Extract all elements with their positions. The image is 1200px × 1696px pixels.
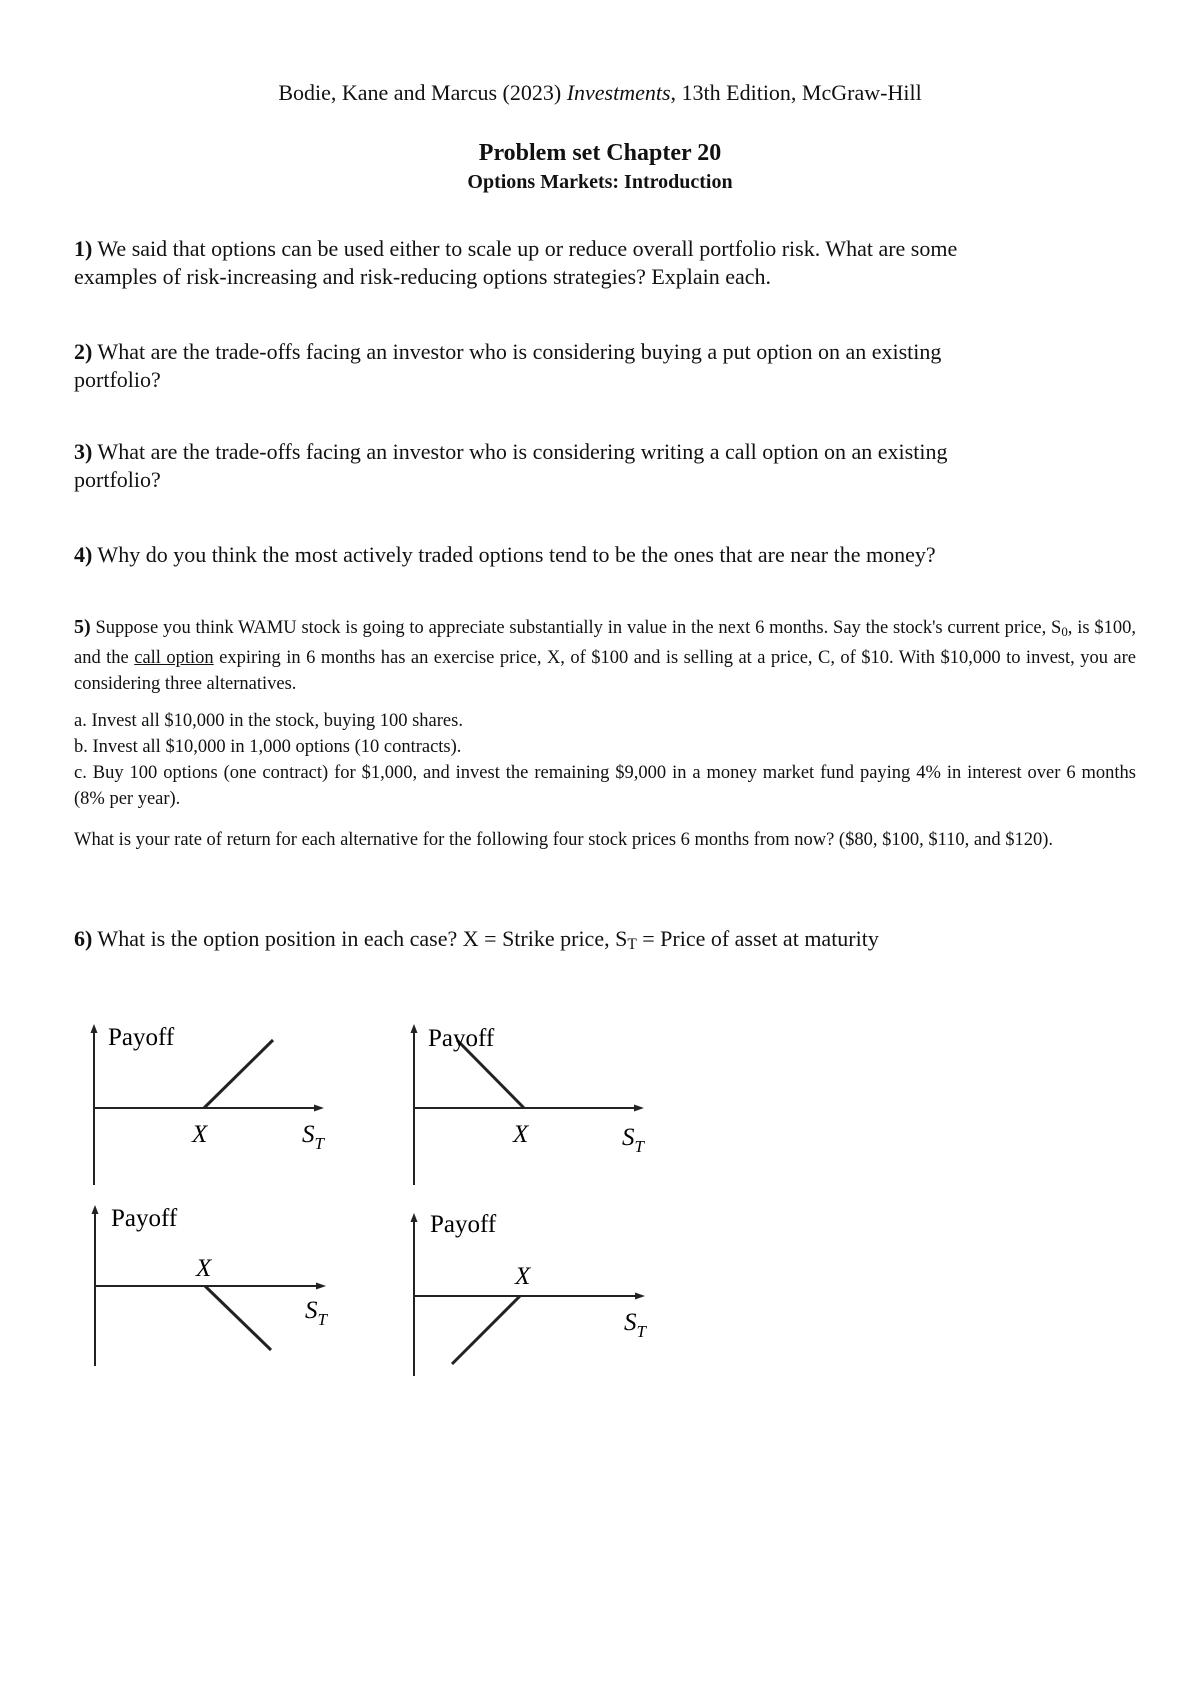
alternative-c: c. Buy 100 options (one contract) for $1,000, and invest the remaining $9,000 in a money market fund paying 4% in interest over 6 months (8% per year). [74, 763, 1136, 809]
x-axis-arrow-icon [635, 1293, 645, 1300]
question-number: 4) [74, 542, 93, 567]
page-subtitle: Options Markets: Introduction [467, 171, 733, 193]
payoff-line [204, 1040, 273, 1108]
payoff-diagram-long-call [80, 1015, 370, 1190]
question-number: 3) [74, 439, 93, 464]
alternative-a: a. Invest all $10,000 in the stock, buying 100 shares. [74, 711, 463, 731]
payoff-diagram-long-put [400, 1015, 690, 1190]
payoff-line [452, 1296, 520, 1364]
y-axis-arrow-icon [92, 1205, 99, 1214]
question-number: 1) [74, 236, 93, 261]
alternative-b: b. Invest all $10,000 in 1,000 options (10 contracts). [74, 737, 462, 757]
question-5-prompt: What is your rate of return for each alternative for the following four stock prices 6 months from now? ($80, $100, $110, and $120). [74, 830, 1054, 850]
payoff-diagram-short-call [80, 1196, 370, 1376]
strike-label: X [192, 1121, 208, 1148]
question-number: 5) [74, 616, 91, 638]
y-axis-arrow-icon [91, 1024, 98, 1033]
y-axis-arrow-icon [411, 1213, 418, 1222]
x-axis-arrow-icon [316, 1283, 326, 1290]
strike-label: X [513, 1121, 529, 1148]
question-4: 4) Why do you think the most actively traded options tend to be the ones that are near the money? [74, 542, 936, 567]
call-option-term: call option [134, 648, 214, 668]
payoff-label: Payoff [428, 1025, 495, 1052]
question-5-intro: 5) Suppose you think WAMU stock is going to appreciate substantially in value in the next 6 months. Say the stock's current price, $S_0$, is $100, and the call option expiring in 6 months has an exercise price, X, of $100 and is selling at a price, C, of $10. With $10,000 to invest, you are considering three alternatives. [74, 616, 1137, 694]
citation: Bodie, Kane and Marcus (2023) Investments, 13th Edition, McGraw-Hill [278, 80, 922, 105]
page-title: Problem set Chapter 20 [478, 140, 722, 166]
question-2: 2) What are the trade-offs facing an investor who is considering buying a put option on an existing portfolio? [74, 339, 942, 392]
strike-label: X [196, 1255, 212, 1282]
payoff-label: Payoff [111, 1205, 178, 1232]
payoff-line [205, 1286, 271, 1350]
question-1: 1) We said that options can be used either to scale up or reduce overall portfolio risk. What are some examples of risk-increasing and risk-reducing options strategies? Explain each. [74, 236, 958, 289]
question-3: 3) What are the trade-offs facing an investor who is considering writing a call option on an existing portfolio? [74, 439, 948, 492]
price-label: $S_T$ [305, 1297, 327, 1329]
question-number: 2) [74, 339, 93, 364]
payoff-label: Payoff [430, 1211, 497, 1238]
question-5 [74, 614, 1136, 697]
strike-label: X [515, 1263, 531, 1290]
x-axis-arrow-icon [314, 1105, 324, 1112]
price-label: $S_T$ [302, 1121, 324, 1153]
question-6: 6) What is the option position in each case? X = Strike price, ST = Price of asset at maturity [74, 926, 879, 953]
x-axis-arrow-icon [634, 1105, 644, 1112]
price-label: $S_T$ [624, 1309, 646, 1341]
price-label: $S_T$ [622, 1124, 644, 1156]
payoff-label: Payoff [108, 1024, 175, 1051]
y-axis-arrow-icon [411, 1024, 418, 1033]
question-5-alternatives [74, 708, 1136, 812]
payoff-diagram-short-put [400, 1204, 690, 1384]
question-number: 6) [74, 926, 93, 951]
